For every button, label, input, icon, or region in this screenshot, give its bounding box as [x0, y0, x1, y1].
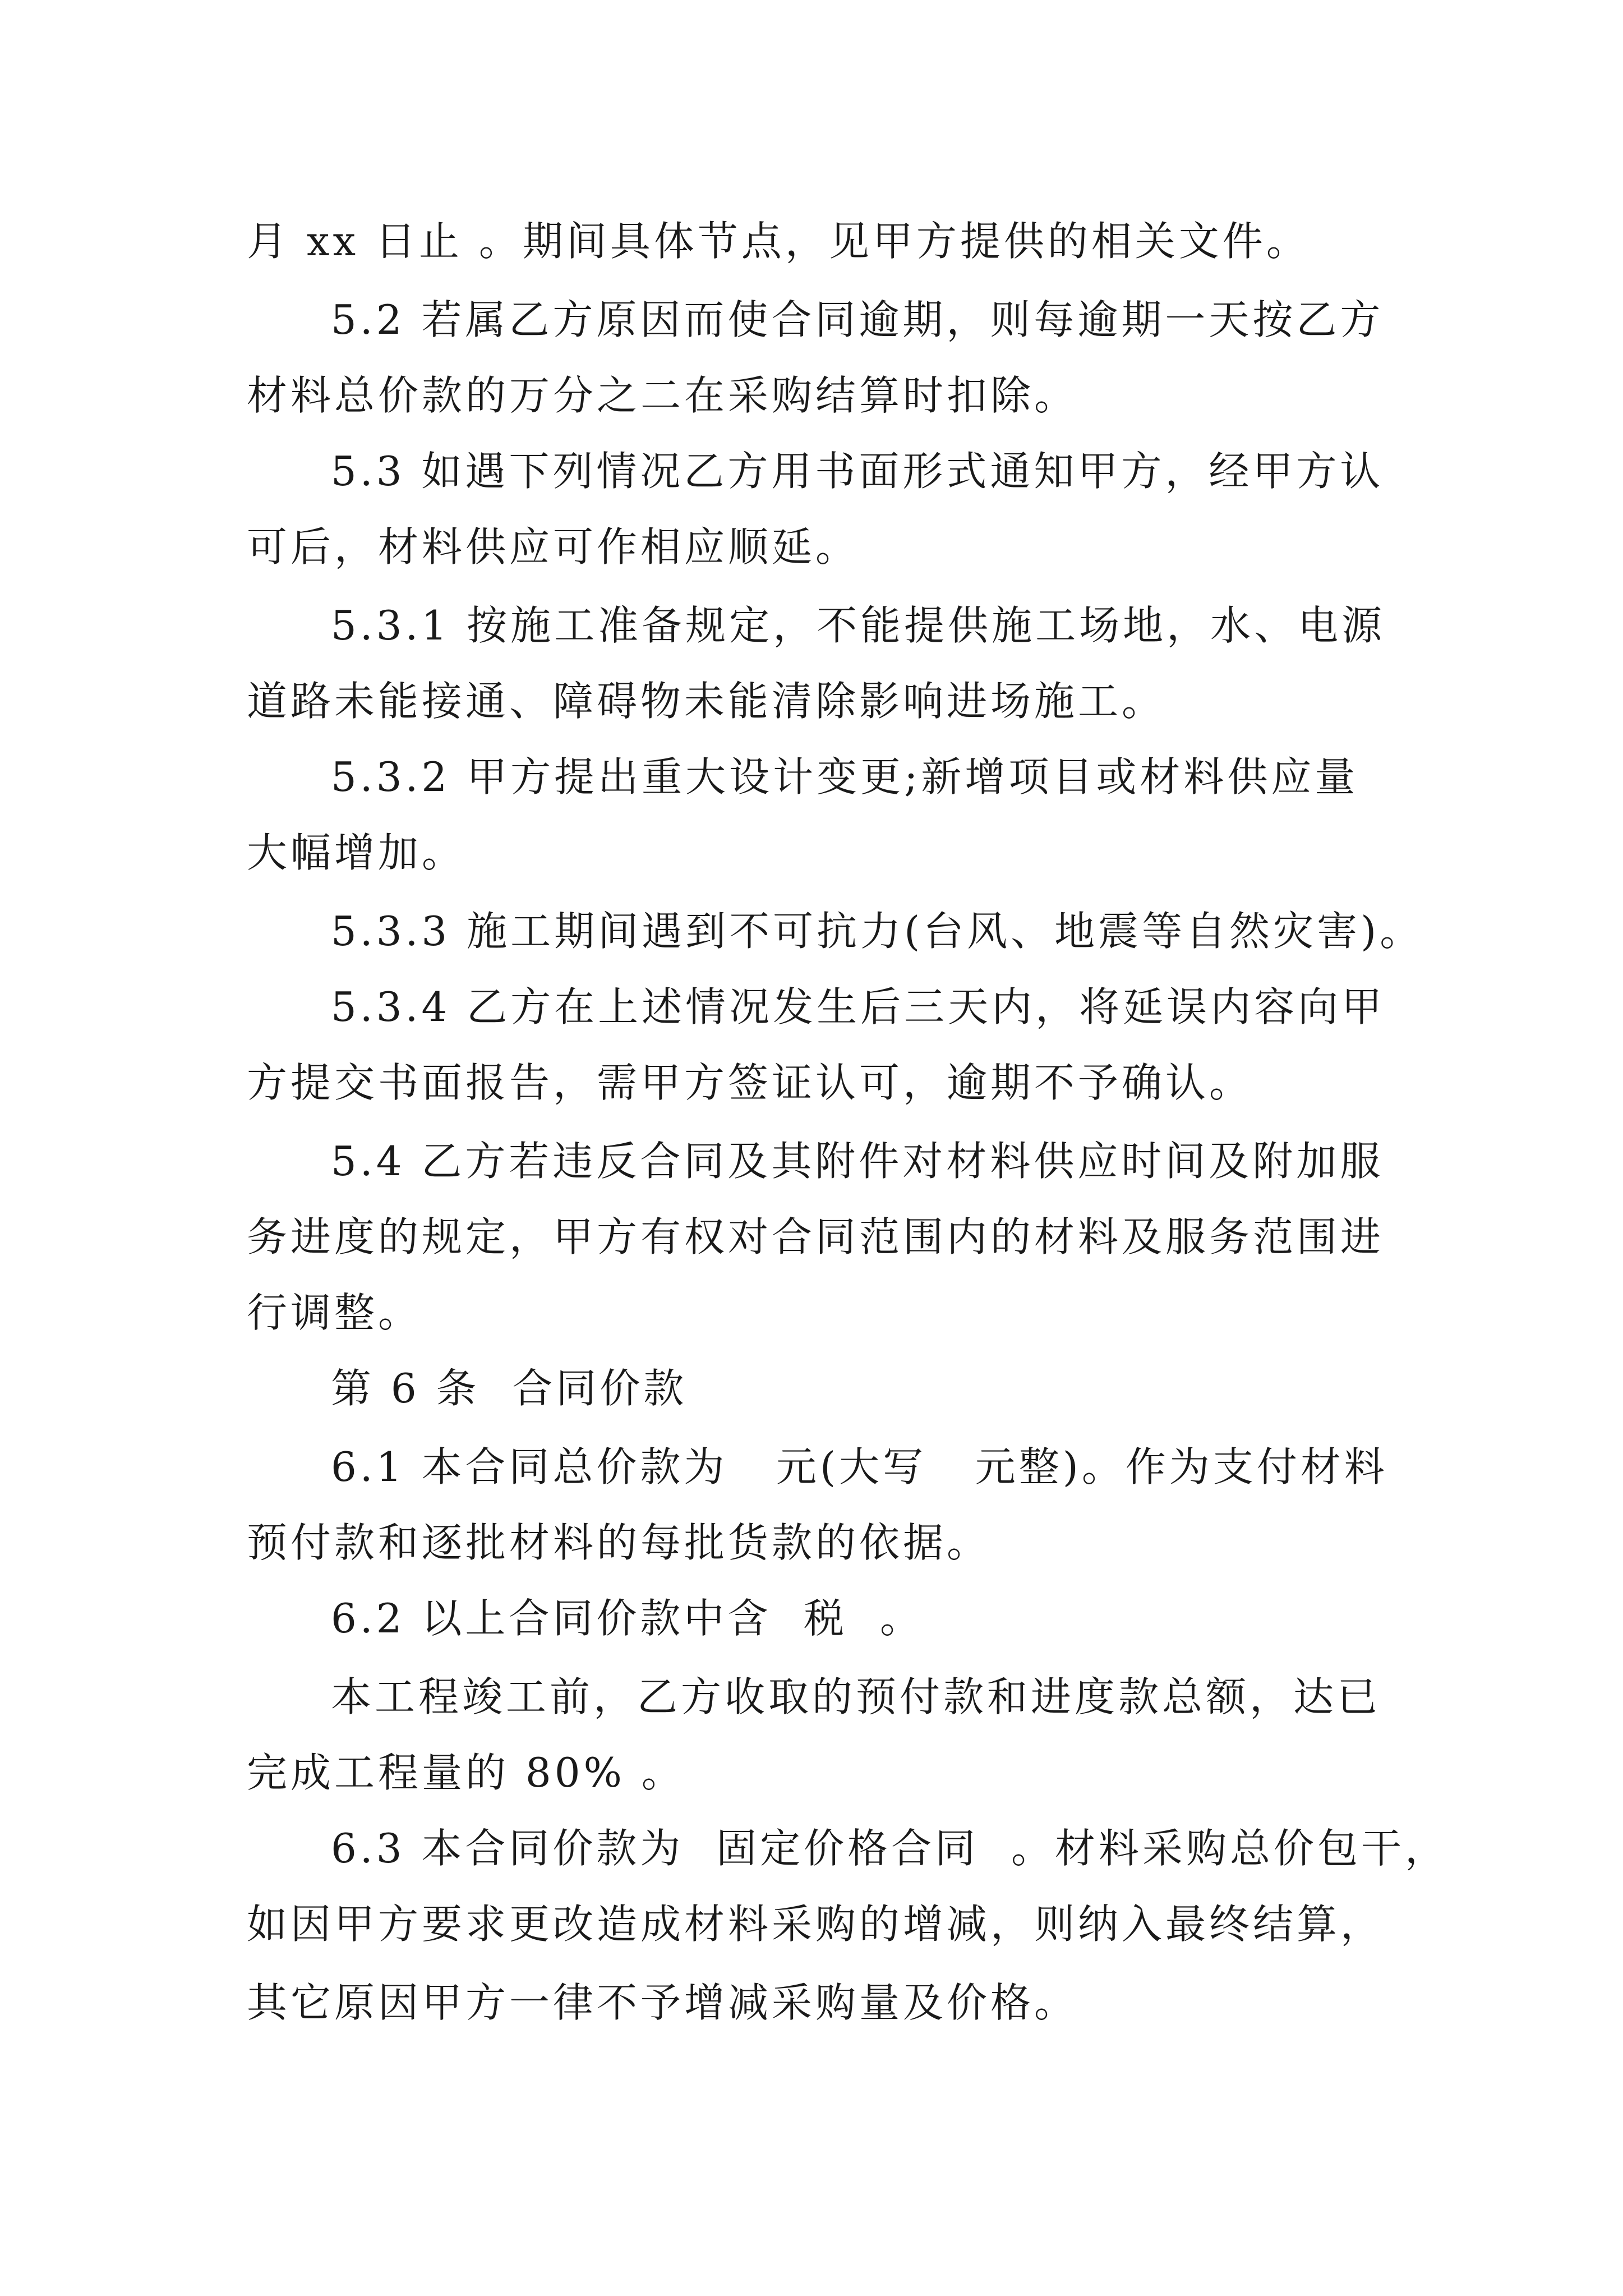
text-line: 大幅增加。 [247, 829, 466, 876]
text-line: 完成工程量的 80% 。 [247, 1749, 685, 1796]
clause-5-3-2: 5.3.2 甲方提出重大设计变更;新增项目或材料供应量 [331, 753, 1359, 800]
clause-5-2: 5.2 若属乙方原因而使合同逾期，则每逾期一天按乙方 [331, 296, 1384, 343]
clause-5-3-3: 5.3.3 施工期间遇到不可抗力(台风、地震等自然灾害)。 [331, 908, 1424, 955]
article-6-heading: 第 6 条 合同价款 [331, 1365, 688, 1412]
clause-5-3-4: 5.3.4 乙方在上述情况发生后三天内，将延误内容向甲 [331, 983, 1386, 1030]
text-line: 本工程竣工前，乙方收取的预付款和进度款总额，达已 [331, 1673, 1381, 1720]
text-line: 材料总价款的万分之二在采购结算时扣除。 [247, 372, 1078, 419]
text-line: 预付款和逐批材料的每批货款的依据。 [247, 1519, 991, 1566]
text-line: 可后，材料供应可作相应顺延。 [247, 523, 860, 570]
text-line: 其它原因甲方一律不予增减采购量及价格。 [247, 1979, 1078, 2026]
clause-6-3: 6.3 本合同价款为 固定价格合同 。材料采购总价包干， [331, 1825, 1449, 1872]
clause-5-4: 5.4 乙方若违反合同及其附件对材料供应时间及附加服 [331, 1138, 1384, 1185]
text-line: 方提交书面报告，需甲方签证认可，逾期不予确认。 [247, 1059, 1253, 1106]
text-line: 如因甲方要求更改造成材料采购的增减，则纳入最终结算， [247, 1901, 1385, 1948]
clause-6-1: 6.1 本合同总价款为 元(大写 元整)。作为支付材料 [331, 1443, 1388, 1490]
text-line: 道路未能接通、障碍物未能清除影响进场施工。 [247, 678, 1166, 725]
clause-5-3-1: 5.3.1 按施工准备规定，不能提供施工场地，水、电源 [331, 602, 1386, 649]
clause-5-3: 5.3 如遇下列情况乙方用书面形式通知甲方，经甲方认 [331, 448, 1384, 495]
text-line: 月 xx 日止 。期间具体节点，见甲方提供的相关文件。 [247, 218, 1310, 265]
text-line: 行调整。 [247, 1289, 422, 1336]
clause-6-2: 6.2 以上合同价款中含 税 。 [331, 1595, 924, 1642]
text-line: 务进度的规定，甲方有权对合同范围内的材料及服务范围进 [247, 1213, 1385, 1260]
